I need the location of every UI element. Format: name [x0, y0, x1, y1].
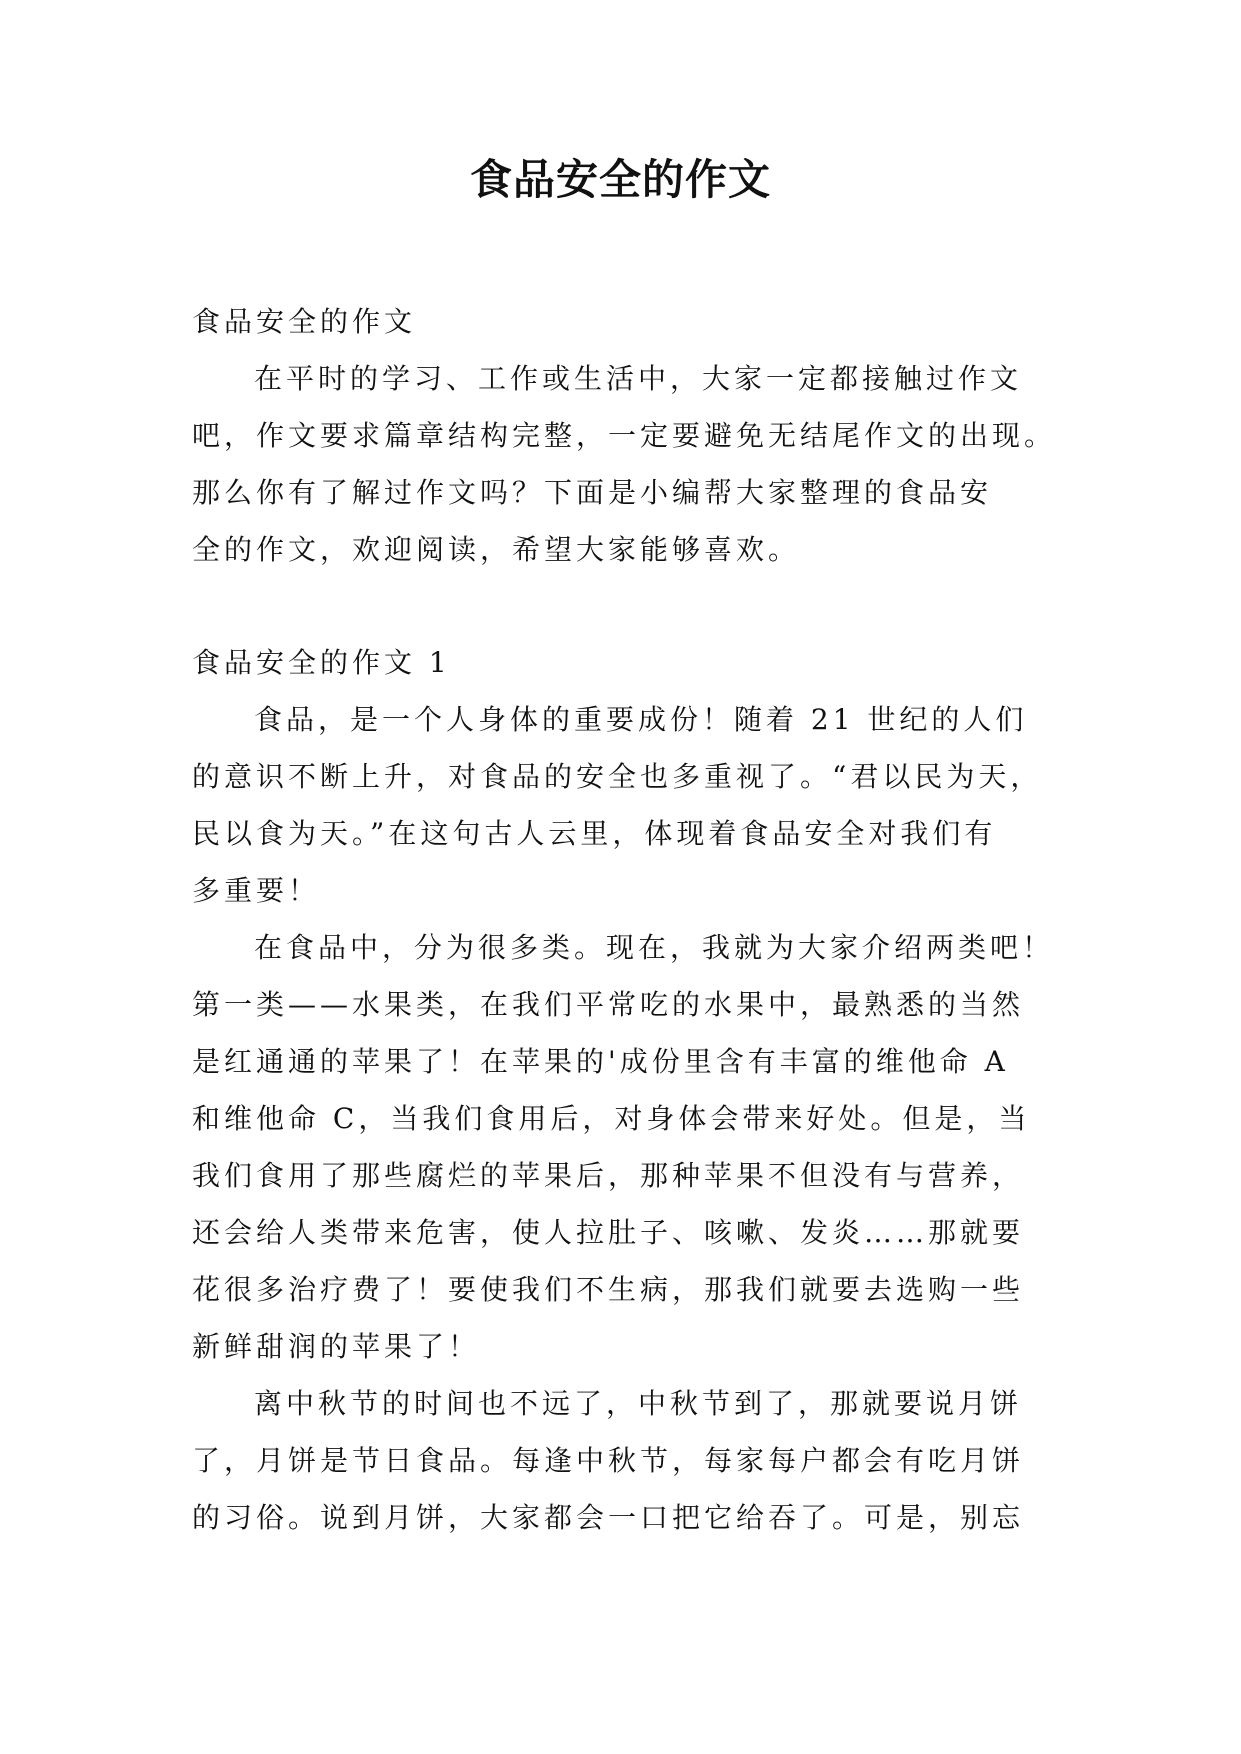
paragraph-line: 全的作文，欢迎阅读，希望大家能够喜欢。	[192, 533, 801, 566]
paragraph-line: 那么你有了解过作文吗？下面是小编帮大家整理的食品安	[192, 476, 993, 509]
paragraph-line: 的意识不断上升，对食品的安全也多重视了。“君以民为天，	[192, 760, 1043, 793]
paragraph-line: 了，月饼是节日食品。每逢中秋节，每家每户都会有吃月饼	[192, 1444, 1025, 1477]
paragraph-line: 离中秋节的时间也不远了，中秋节到了，那就要说月饼	[254, 1387, 1023, 1420]
paragraph-line: 和维他命 C，当我们食用后，对身体会带来好处。但是，当	[192, 1102, 1031, 1135]
section-heading: 食品安全的作文 1	[192, 646, 451, 679]
paragraph-line: 在食品中，分为很多类。现在，我就为大家介绍两类吧！	[254, 931, 1055, 964]
paragraph-line: 是红通通的苹果了！在苹果的'成份里含有丰富的维他命 A	[192, 1045, 1009, 1078]
paragraph-line: 的习俗。说到月饼，大家都会一口把它给吞了。可是，别忘	[192, 1501, 1025, 1534]
paragraph-line: 新鲜甜润的苹果了！	[192, 1330, 481, 1363]
paragraph-line: 食品，是一个人身体的重要成份！随着 21 世纪的人们	[254, 703, 1028, 736]
paragraph-line: 多重要！	[192, 874, 321, 907]
paragraph-line: 第一类——水果类，在我们平常吃的水果中，最熟悉的当然	[192, 988, 1025, 1021]
paragraph-line: 还会给人类带来危害，使人拉肚子、咳嗽、发炎……那就要	[192, 1216, 1025, 1249]
paragraph-line: 民以食为天。”在这句古人云里，体现着食品安全对我们有	[192, 817, 997, 850]
paragraph-line: 在平时的学习、工作或生活中，大家一定都接触过作文	[254, 362, 1023, 395]
paragraph-line: 吧，作文要求篇章结构完整，一定要避免无结尾作文的出现。	[192, 419, 1057, 452]
intro-heading: 食品安全的作文	[192, 305, 417, 338]
paragraph-line: 花很多治疗费了！要使我们不生病，那我们就要去选购一些	[192, 1273, 1025, 1306]
document-title: 食品安全的作文	[469, 155, 771, 204]
paragraph-line: 我们食用了那些腐烂的苹果后，那种苹果不但没有与营养，	[192, 1159, 1025, 1192]
